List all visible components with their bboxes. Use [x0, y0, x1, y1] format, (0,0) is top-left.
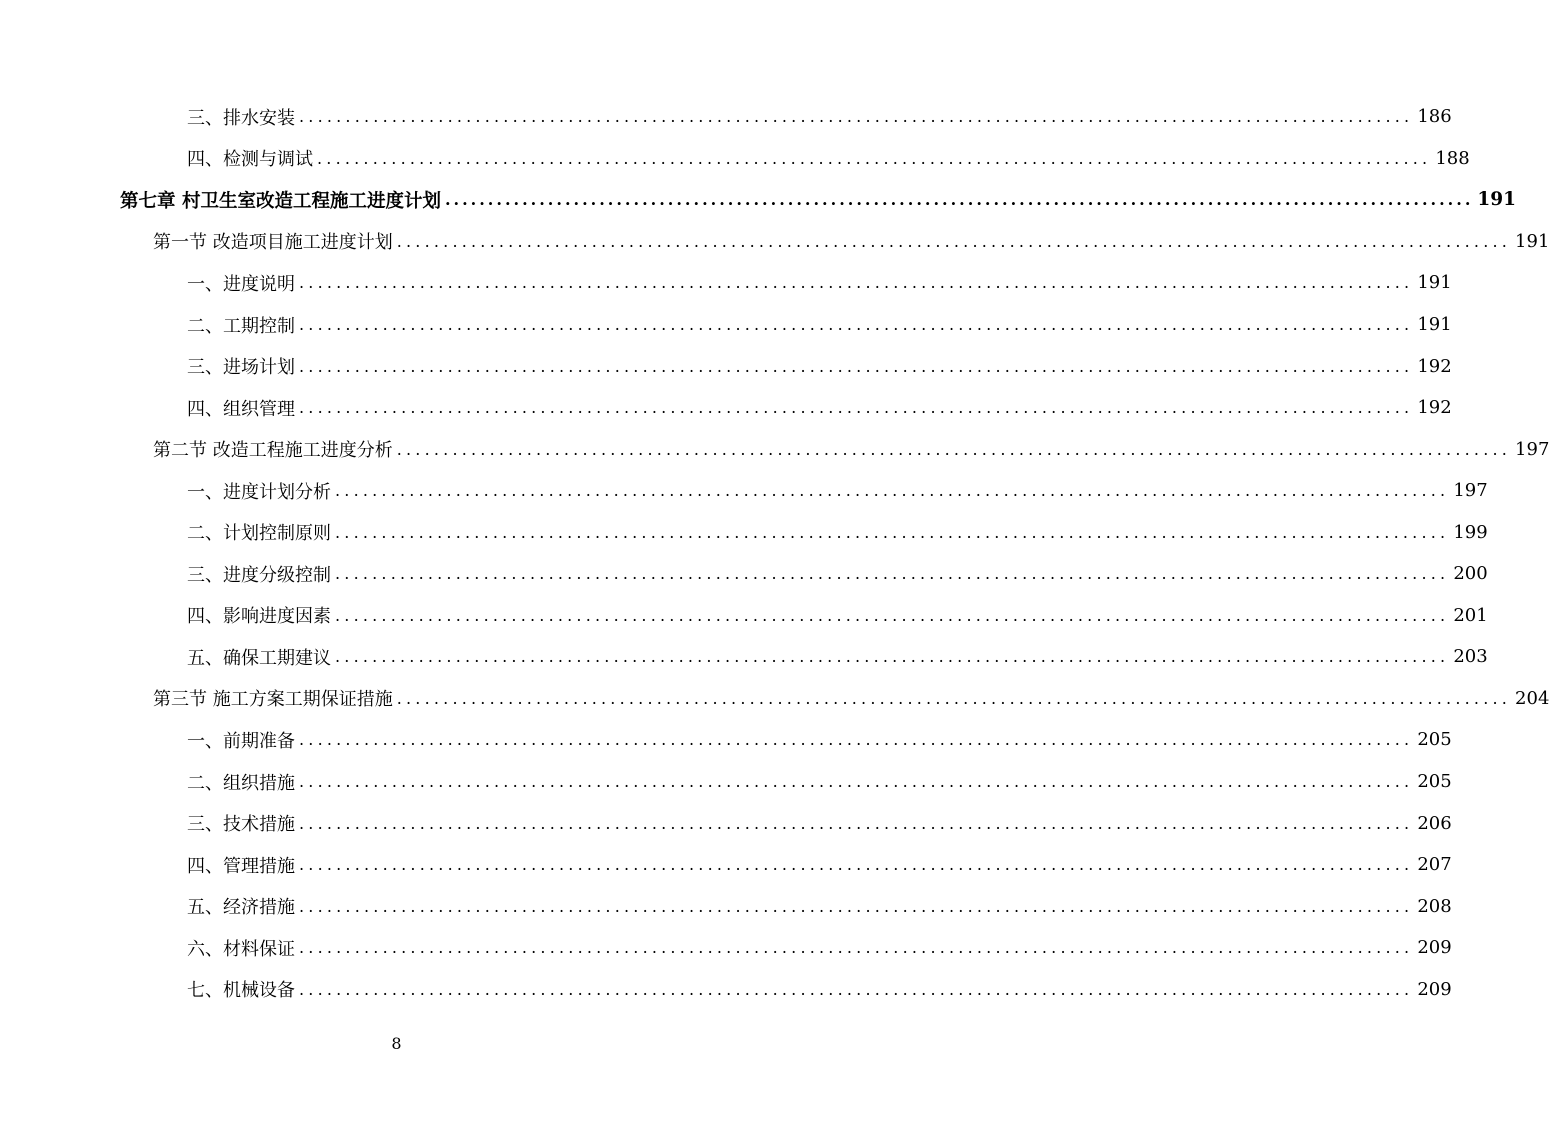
- toc-dot-leader: ........................................................................................................................: [299, 813, 1414, 833]
- toc-entry-item[interactable]: [0, 844, 1452, 886]
- toc-entry-page: 203: [1453, 646, 1488, 668]
- toc-entry-label: 四、管理措施: [187, 852, 299, 878]
- toc-entry-item[interactable]: [0, 96, 1452, 138]
- toc-entry-section[interactable]: [0, 678, 1549, 720]
- toc-entry-label: 四、组织管理: [187, 395, 299, 421]
- toc-entry-item[interactable]: [0, 138, 1470, 180]
- toc-entry-page: 199: [1453, 521, 1488, 543]
- toc-entry-label: 第三节 施工方案工期保证措施: [153, 685, 397, 711]
- toc-entry-label: 一、前期准备: [187, 727, 299, 753]
- toc-dot-leader: ........................................................................................................................: [299, 855, 1414, 875]
- toc-entry-label: 四、影响进度因素: [187, 602, 335, 628]
- toc-entry-label: 六、材料保证: [187, 935, 299, 961]
- toc-entry-item[interactable]: [0, 511, 1488, 553]
- toc-dot-leader: ........................................................................................................................: [299, 273, 1414, 293]
- toc-dot-leader: ........................................................................................................................: [335, 481, 1450, 501]
- toc-entry-page: 207: [1417, 854, 1452, 876]
- toc-dot-leader: ........................................................................................................................: [317, 148, 1432, 168]
- toc-dot-leader: ........................................................................................................................: [396, 688, 1512, 708]
- toc-entry-item[interactable]: [0, 968, 1452, 1010]
- toc-entry-label: 第七章 村卫生室改造工程施工进度计划: [120, 187, 445, 213]
- toc-dot-leader: ........................................................................................................................: [299, 107, 1414, 127]
- toc-entry-item[interactable]: [0, 470, 1488, 512]
- toc-entry-page: 191: [1477, 189, 1517, 211]
- toc-entry-item[interactable]: [0, 262, 1452, 304]
- toc-entry-page: 209: [1417, 937, 1452, 959]
- toc-entry-label: 第二节 改造工程施工进度分析: [153, 436, 397, 462]
- toc-dot-leader: ........................................................................................................................: [396, 231, 1512, 251]
- toc-entry-label: 五、经济措施: [187, 893, 299, 919]
- toc-dot-leader: ........................................................................................................................: [335, 564, 1450, 584]
- toc-entry-item[interactable]: [0, 345, 1452, 387]
- toc-dot-leader: ........................................................................................................................: [299, 398, 1414, 418]
- toc-entry-section[interactable]: [0, 221, 1549, 263]
- toc-entry-page: 191: [1515, 230, 1549, 252]
- toc-dot-leader: ........................................................................................................................: [299, 979, 1414, 999]
- toc-entry-label: 五、确保工期建议: [187, 644, 335, 670]
- toc-entry-page: 200: [1453, 563, 1488, 585]
- toc-entry-page: 204: [1515, 687, 1549, 709]
- toc-entry-label: 二、计划控制原则: [187, 519, 335, 545]
- toc-entry-item[interactable]: [0, 304, 1452, 346]
- toc-dot-leader: ........................................................................................................................: [444, 190, 1474, 210]
- toc-dot-leader: ........................................................................................................................: [299, 772, 1414, 792]
- page-number: 8: [391, 1034, 402, 1053]
- toc-entry-label: 三、技术措施: [187, 810, 299, 836]
- toc-entry-label: 一、进度说明: [187, 270, 299, 296]
- toc-entry-item[interactable]: [0, 802, 1452, 844]
- toc-dot-leader: ........................................................................................................................: [299, 896, 1414, 916]
- toc-entry-page: 191: [1417, 314, 1452, 335]
- toc-entry-item[interactable]: [0, 636, 1488, 678]
- toc-dot-leader: ........................................................................................................................: [299, 315, 1414, 334]
- toc-dot-leader: ........................................................................................................................: [299, 938, 1414, 958]
- toc-dot-leader: ........................................................................................................................: [299, 356, 1414, 376]
- toc-entry-page: 197: [1515, 438, 1549, 460]
- toc-entry-item[interactable]: [0, 553, 1488, 595]
- toc-dot-leader: ........................................................................................................................: [396, 439, 1512, 459]
- toc-entry-page: 208: [1417, 895, 1452, 917]
- toc-entry-page: 186: [1417, 106, 1452, 128]
- table-of-contents: [0, 96, 1549, 1010]
- toc-entry-item[interactable]: [0, 595, 1488, 637]
- toc-entry-label: 七、机械设备: [187, 976, 299, 1002]
- toc-dot-leader: ........................................................................................................................: [299, 730, 1414, 750]
- toc-entry-chapter[interactable]: [0, 179, 1517, 221]
- toc-entry-page: 197: [1453, 480, 1488, 502]
- toc-entry-page: 191: [1417, 272, 1452, 294]
- toc-entry-page: 188: [1435, 147, 1470, 169]
- toc-entry-item[interactable]: [0, 387, 1452, 429]
- toc-dot-leader: ........................................................................................................................: [335, 647, 1450, 667]
- toc-entry-page: 206: [1417, 812, 1452, 834]
- toc-entry-label: 二、工期控制: [187, 312, 299, 338]
- toc-entry-label: 三、进度分级控制: [187, 561, 335, 587]
- toc-entry-item[interactable]: [0, 885, 1452, 927]
- toc-entry-label: 第一节 改造项目施工进度计划: [153, 228, 397, 254]
- toc-entry-section[interactable]: [0, 428, 1549, 470]
- toc-entry-page: 205: [1417, 771, 1452, 793]
- toc-entry-page: 201: [1453, 604, 1488, 626]
- toc-dot-leader: ........................................................................................................................: [335, 522, 1450, 542]
- toc-entry-page: 192: [1417, 397, 1452, 419]
- toc-entry-label: 四、检测与调试: [187, 145, 317, 171]
- toc-entry-label: 三、进场计划: [187, 353, 299, 379]
- toc-entry-item[interactable]: [0, 927, 1452, 969]
- toc-entry-label: 三、排水安装: [187, 104, 299, 130]
- toc-entry-page: 205: [1417, 729, 1452, 751]
- toc-entry-page: 192: [1417, 355, 1452, 377]
- toc-entry-label: 二、组织措施: [187, 769, 299, 795]
- toc-entry-page: 209: [1417, 978, 1452, 1000]
- toc-entry-item[interactable]: [0, 761, 1452, 803]
- toc-entry-label: 一、进度计划分析: [187, 478, 335, 504]
- toc-dot-leader: ........................................................................................................................: [335, 605, 1450, 625]
- toc-entry-item[interactable]: [0, 719, 1452, 761]
